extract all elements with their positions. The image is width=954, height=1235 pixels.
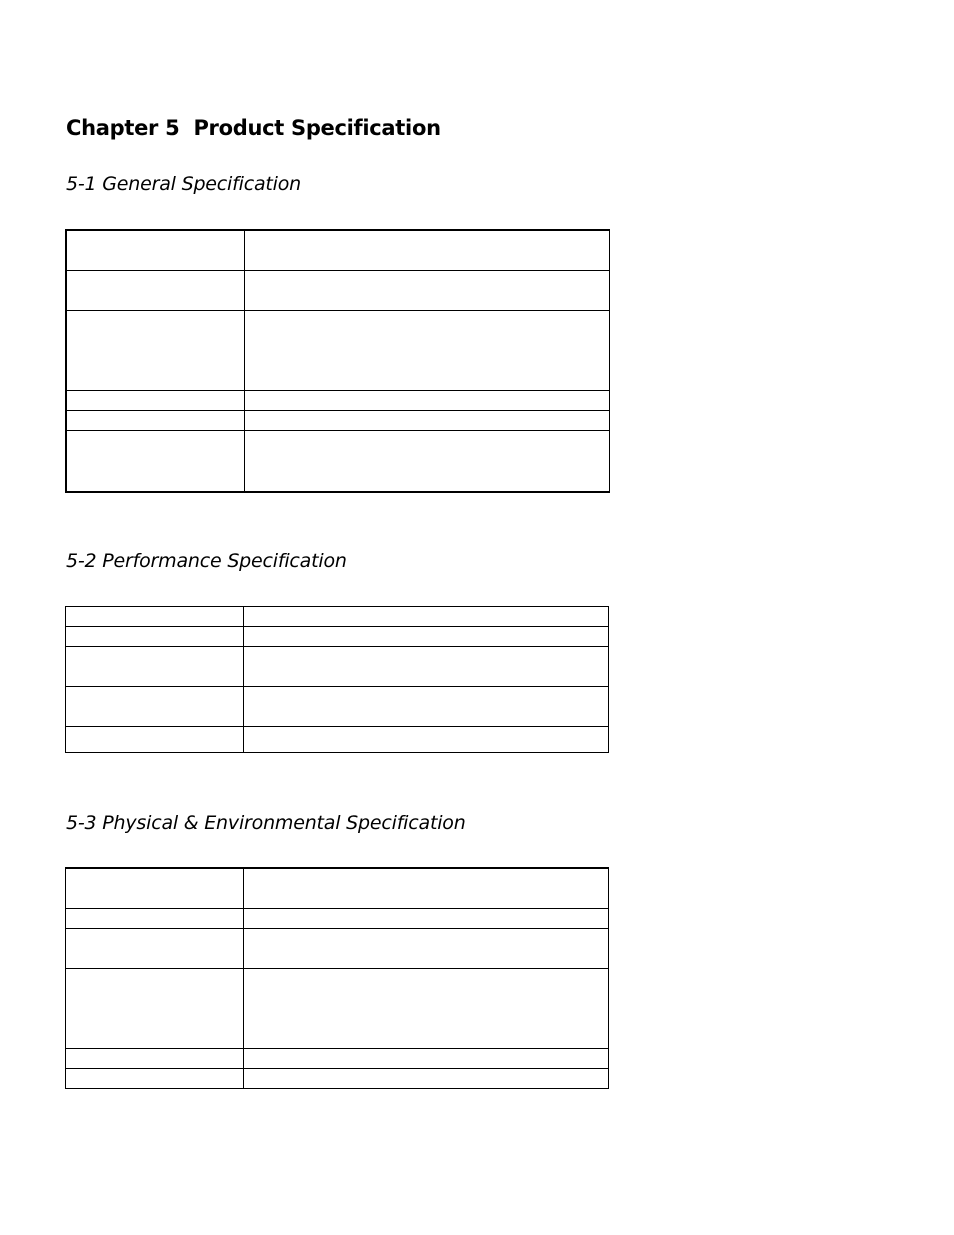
spec-value-cell bbox=[244, 230, 609, 271]
spec-label-cell bbox=[66, 1069, 244, 1089]
spec-value-cell bbox=[244, 868, 609, 909]
table-row bbox=[66, 647, 609, 687]
table-row bbox=[66, 311, 609, 391]
spec-label-cell bbox=[66, 687, 244, 727]
table-row bbox=[66, 411, 609, 431]
physical-environmental-spec-table bbox=[65, 867, 609, 1089]
spec-label-cell bbox=[66, 868, 244, 909]
table-row bbox=[66, 607, 609, 627]
table-row bbox=[66, 727, 609, 753]
table-row bbox=[66, 230, 609, 271]
section-title-general: 5-1 General Specification bbox=[66, 173, 301, 195]
spec-value-cell bbox=[244, 1049, 609, 1069]
spec-label-cell bbox=[66, 271, 244, 311]
section-title-physical-environmental: 5-3 Physical & Environmental Specification bbox=[66, 812, 466, 834]
spec-value-cell bbox=[244, 647, 609, 687]
table-row bbox=[66, 431, 609, 493]
table-row bbox=[66, 1069, 609, 1089]
table-row bbox=[66, 391, 609, 411]
table-row bbox=[66, 627, 609, 647]
spec-value-cell bbox=[244, 1069, 609, 1089]
spec-value-cell bbox=[244, 929, 609, 969]
general-spec-table bbox=[65, 229, 610, 493]
spec-value-cell bbox=[244, 431, 609, 493]
spec-value-cell bbox=[244, 969, 609, 1049]
spec-label-cell bbox=[66, 727, 244, 753]
table-row bbox=[66, 1049, 609, 1069]
spec-label-cell bbox=[66, 607, 244, 627]
spec-value-cell bbox=[244, 271, 609, 311]
table-row bbox=[66, 969, 609, 1049]
spec-label-cell bbox=[66, 311, 244, 391]
spec-label-cell bbox=[66, 391, 244, 411]
spec-label-cell bbox=[66, 627, 244, 647]
chapter-title: Chapter 5 Product Specification bbox=[66, 116, 441, 140]
table-row bbox=[66, 909, 609, 929]
section-title-performance: 5-2 Performance Specification bbox=[66, 550, 347, 572]
spec-value-cell bbox=[244, 607, 609, 627]
spec-value-cell bbox=[244, 411, 609, 431]
spec-label-cell bbox=[66, 647, 244, 687]
spec-label-cell bbox=[66, 230, 244, 271]
spec-value-cell bbox=[244, 727, 609, 753]
table-row bbox=[66, 868, 609, 909]
spec-value-cell bbox=[244, 687, 609, 727]
spec-label-cell bbox=[66, 969, 244, 1049]
spec-label-cell bbox=[66, 909, 244, 929]
performance-spec-table bbox=[65, 606, 609, 753]
table-row bbox=[66, 929, 609, 969]
spec-value-cell bbox=[244, 391, 609, 411]
spec-label-cell bbox=[66, 431, 244, 493]
spec-label-cell bbox=[66, 411, 244, 431]
table-row bbox=[66, 271, 609, 311]
table-row bbox=[66, 687, 609, 727]
spec-value-cell bbox=[244, 311, 609, 391]
spec-value-cell bbox=[244, 627, 609, 647]
spec-label-cell bbox=[66, 929, 244, 969]
spec-label-cell bbox=[66, 1049, 244, 1069]
spec-value-cell bbox=[244, 909, 609, 929]
